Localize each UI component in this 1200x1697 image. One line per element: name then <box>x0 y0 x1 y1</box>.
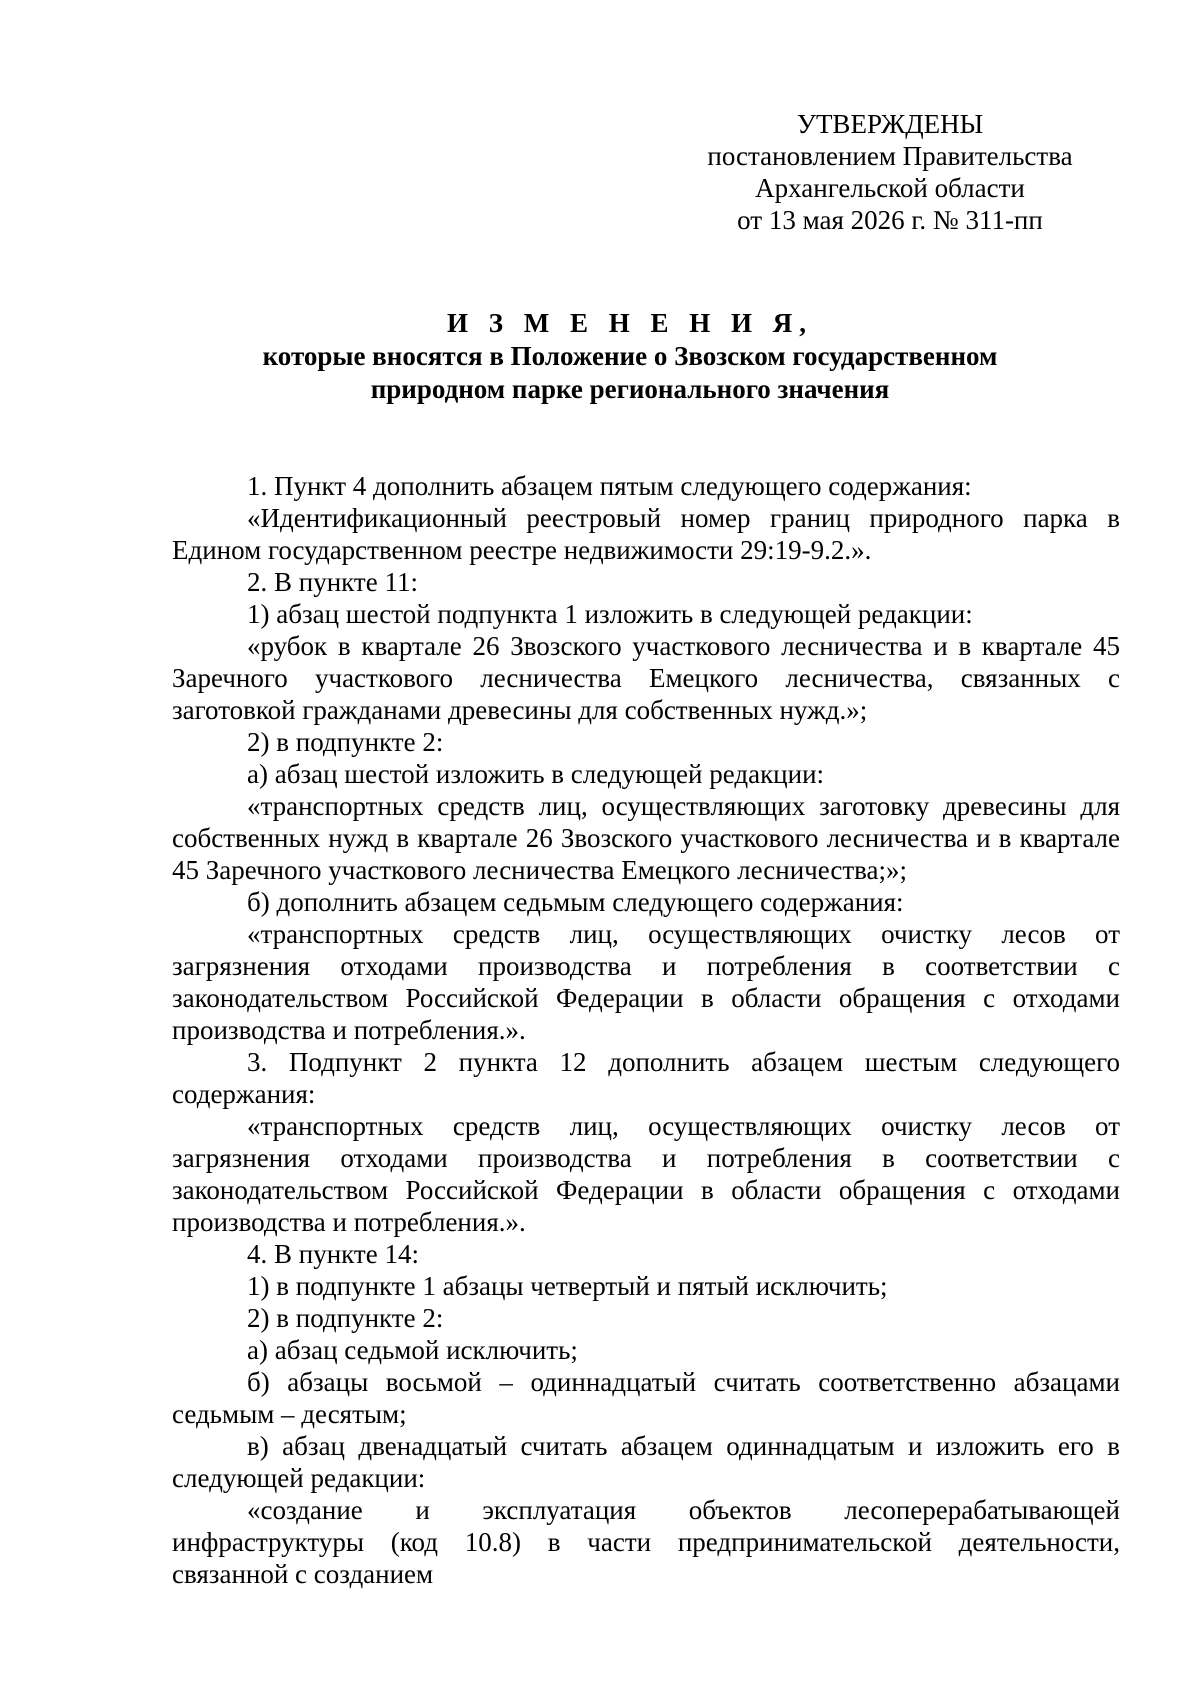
approval-title: УТВЕРЖДЕНЫ <box>796 109 984 139</box>
paragraph: а) абзац шестой изложить в следующей редакции: <box>247 759 825 789</box>
paragraph: 1) абзац шестой подпункта 1 изложить в следующей редакции: <box>247 599 973 629</box>
paragraph: 4. В пункте 14: <box>247 1239 419 1269</box>
document-subtitle-line-2: природном парке регионального значения <box>370 374 890 404</box>
approval-line-1: постановлением Правительства <box>707 141 1073 171</box>
paragraph: б) абзацы восьмой – одиннадцатый считать соответственно абзацами седьмым – десятым; <box>172 1367 1120 1429</box>
paragraph: «Идентификационный реестровый номер границ природного парка в Едином государственном реестре недвижимости 29:19-9.2.». <box>172 503 1120 565</box>
document-subtitle-line-1: которые вносятся в Положение о Звозском государственном <box>262 341 998 371</box>
paragraph: в) абзац двенадцатый считать абзацем одиннадцатым и изложить его в следующей редакции: <box>172 1431 1120 1493</box>
paragraph: 2) в подпункте 2: <box>247 727 444 757</box>
approval-line-3: от 13 мая 2026 г. № 311-пп <box>737 205 1043 235</box>
paragraph: 1. Пункт 4 дополнить абзацем пятым следующего содержания: <box>247 471 972 501</box>
document-body <box>172 470 1120 1590</box>
document-title: И З М Е Н Е Н И Я, <box>446 308 813 338</box>
paragraph: «создание и эксплуатация объектов лесоперерабатывающей инфраструктуры (код 10.8) в части предпринимательской деятельности, связанной с созданием <box>172 1495 1120 1589</box>
paragraph: 1) в подпункте 1 абзацы четвертый и пятый исключить; <box>247 1271 888 1301</box>
approval-stamp <box>660 108 1120 236</box>
approval-line-2: Архангельской области <box>755 173 1025 203</box>
paragraph: 2) в подпункте 2: <box>247 1303 444 1333</box>
paragraph: «транспортных средств лиц, осуществляющих очистку лесов от загрязнения отходами производства и потребления в соответствии с законодательством Российской Федерации в области обращения с отходами производства и потребления.». <box>172 1111 1120 1237</box>
paragraph: «транспортных средств лиц, осуществляющих заготовку древесины для собственных нужд в квартале 26 Звозского участкового лесничества и в квартале 45 Заречного участкового лесничества Емецкого лесничества;»; <box>172 791 1120 885</box>
paragraph: 3. Подпункт 2 пункта 12 дополнить абзацем шестым следующего содержания: <box>172 1047 1120 1109</box>
paragraph: «рубок в квартале 26 Звозского участкового лесничества и в квартале 45 Заречного участкового лесничества Емецкого лесничества, связанных с заготовкой гражданами древесины для собственных нужд.»; <box>172 631 1120 725</box>
document-heading <box>150 307 1110 406</box>
paragraph: «транспортных средств лиц, осуществляющих очистку лесов от загрязнения отходами производства и потребления в соответствии с законодательством Российской Федерации в области обращения с отходами производства и потребления.». <box>172 919 1120 1045</box>
paragraph: 2. В пункте 11: <box>247 567 418 597</box>
paragraph: б) дополнить абзацем седьмым следующего содержания: <box>247 887 904 917</box>
paragraph: а) абзац седьмой исключить; <box>247 1335 578 1365</box>
